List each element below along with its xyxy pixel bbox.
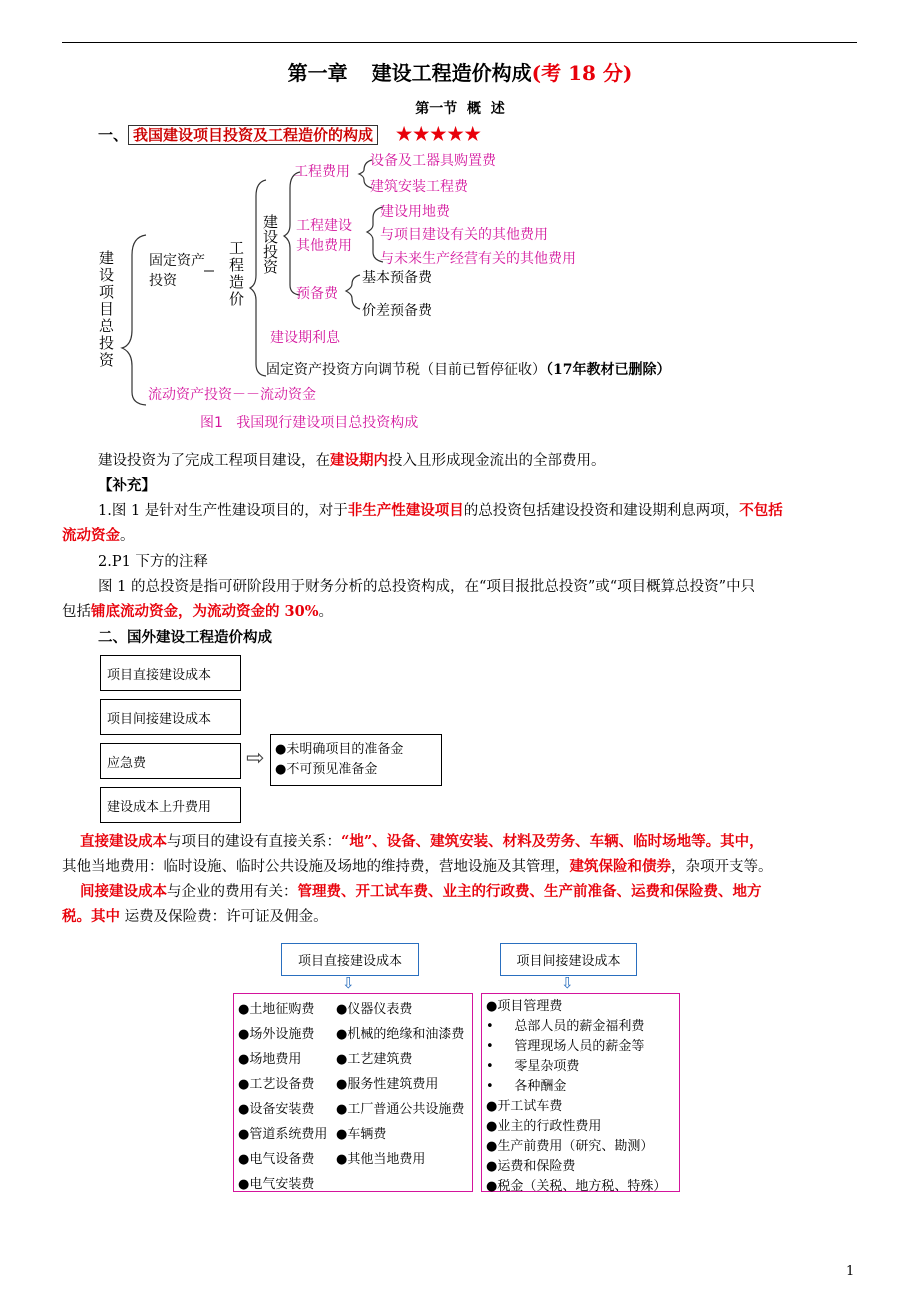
para2-highlight-3: 流动资金 bbox=[62, 527, 120, 544]
list-item: ●仪器仪表费 bbox=[336, 1002, 413, 1017]
list-item: • 零星杂项费 bbox=[486, 1059, 580, 1074]
box-cost-escalation: 建设成本上升费用 bbox=[100, 787, 241, 823]
para6-text-1: 与企业的费用有关： bbox=[167, 884, 298, 900]
interest-label: 建设期利息 bbox=[270, 330, 340, 346]
future-fee-label: 与未来生产经营有关的其他费用 bbox=[380, 251, 576, 267]
tax-text: 固定资产投资方向调节税（目前已暂停征收） bbox=[266, 362, 546, 378]
direct-cost-header: 项目直接建设成本 bbox=[281, 943, 419, 976]
para1-pre: 建设投资为了完成工程项目建设，在 bbox=[98, 453, 330, 469]
tax-label bbox=[266, 359, 670, 379]
contingency-item: ●未明确项目的准备金 bbox=[275, 742, 404, 757]
list-item: ●工厂普通公共设施费 bbox=[336, 1102, 465, 1117]
list-item: ●开工试车费 bbox=[486, 1099, 563, 1114]
list-item: ●管道系统费用 bbox=[238, 1127, 328, 1142]
para-note-2: 2.P1 下方的注释 bbox=[98, 554, 208, 570]
para-note-3: 图 1 的总投资是指可研阶段用于财务分析的总投资构成，在“项目报批总投资”或“项目概算总投资”中只 bbox=[98, 579, 756, 595]
supplement-label: 【补充】 bbox=[98, 477, 156, 494]
para2-highlight-2: 不包括 bbox=[739, 502, 783, 519]
para1-highlight: 建设期内 bbox=[330, 452, 388, 469]
para5-highlight-2: “地”、设备、建筑安装、材料及劳务、车辆、临时场地等。其中， bbox=[341, 833, 764, 850]
para-indirect-cost bbox=[80, 880, 762, 904]
list-item: ●土地征购费 bbox=[238, 1002, 315, 1017]
para-indirect-cost-cont bbox=[62, 905, 328, 929]
list-item: ●其他当地费用 bbox=[336, 1152, 426, 1167]
list-item: ●车辆费 bbox=[336, 1127, 387, 1142]
equip-fee-label: 设备及工器具购置费 bbox=[370, 153, 496, 169]
list-item: ●电气安装费 bbox=[238, 1177, 315, 1192]
para5-text-1: 与项目的建设有直接关系： bbox=[167, 834, 341, 850]
list-item: ●场外设施费 bbox=[238, 1027, 315, 1042]
other-fee-label-2: 其他费用 bbox=[296, 238, 352, 254]
box-contingency: 应急费 bbox=[100, 743, 241, 779]
right-arrow-icon: ⇨ bbox=[246, 746, 265, 771]
build-invest-label: 建设投资 bbox=[261, 214, 279, 274]
list-item: ●项目管理费 bbox=[486, 999, 563, 1014]
section-1-number: 一、 bbox=[98, 126, 129, 144]
para-build-invest bbox=[98, 449, 606, 473]
project-cost-label: 工程造价 bbox=[227, 240, 245, 308]
list-item: • 各种酬金 bbox=[486, 1079, 567, 1094]
price-reserve-label: 价差预备费 bbox=[362, 303, 432, 319]
section-1-heading-text: 我国建设项目投资及工程造价的构成 bbox=[128, 125, 378, 145]
para4-highlight: 铺底流动资金，为流动资金的 30% bbox=[91, 603, 319, 620]
para5-highlight-3: 建筑保险和债券 bbox=[569, 858, 671, 875]
para6-highlight-2: 管理费、开工试车费、业主的行政费、生产前准备、运费和保险费、地方 bbox=[297, 883, 762, 900]
tax-note: （17年教材已删除） bbox=[546, 362, 671, 378]
down-arrow-icon: ⇩ bbox=[561, 974, 574, 992]
list-item: ●电气设备费 bbox=[238, 1152, 315, 1167]
indirect-cost-header: 项目间接建设成本 bbox=[500, 943, 637, 976]
chapter-label: 第一章 bbox=[287, 61, 348, 85]
box-direct-cost: 项目直接建设成本 bbox=[100, 655, 241, 691]
page-number: 1 bbox=[846, 1264, 855, 1279]
para-direct-cost-cont bbox=[62, 855, 773, 879]
land-fee-label: 建设用地费 bbox=[380, 204, 450, 220]
para-note-1 bbox=[98, 499, 868, 523]
list-item: ●工艺设备费 bbox=[238, 1077, 315, 1092]
other-fee-label-1: 工程建设 bbox=[296, 218, 352, 234]
para5-text-2: 其他当地费用：临时设施、临时公共设施及场地的维持费，营地设施及其管理， bbox=[62, 859, 570, 875]
star-rating: ★★★★★ bbox=[396, 124, 482, 145]
para6-text-2: 运费及保险费：许可证及佣金。 bbox=[120, 909, 328, 925]
para1-post: 投入且形成现金流出的全部费用。 bbox=[388, 453, 606, 469]
current-asset-label: 流动资产投资－－流动资金 bbox=[148, 387, 316, 403]
list-item: ●业主的行政性费用 bbox=[486, 1119, 602, 1134]
section-title: 第一节 概 述 bbox=[415, 101, 505, 117]
chapter-score: (考 18 分) bbox=[531, 61, 633, 85]
contingency-items-box bbox=[270, 734, 442, 786]
para6-highlight-3: 税。其中 bbox=[62, 908, 120, 925]
contingency-item: ●不可预见准备金 bbox=[275, 762, 378, 777]
list-item: ●税金（关税、地方税、特殊） bbox=[486, 1179, 667, 1194]
investment-structure-diagram bbox=[0, 0, 920, 440]
para2-mid: 的总投资包括建设投资和建设期利息两项， bbox=[463, 503, 740, 519]
para2-highlight-1: 非生产性建设项目 bbox=[347, 502, 464, 519]
para-note-3-cont bbox=[62, 600, 333, 624]
bracket-root bbox=[122, 235, 146, 405]
list-item: ●场地费用 bbox=[238, 1052, 302, 1067]
para6-highlight-1: 间接建设成本 bbox=[80, 883, 167, 900]
para2-end: 。 bbox=[120, 528, 135, 544]
root-label: 建设项目总投资 bbox=[97, 250, 115, 369]
down-arrow-icon: ⇩ bbox=[342, 974, 355, 992]
list-item: ●工艺建筑费 bbox=[336, 1052, 413, 1067]
para5-highlight-1: 直接建设成本 bbox=[80, 833, 167, 850]
para4-end: 。 bbox=[318, 604, 334, 620]
reserve-label: 预备费 bbox=[296, 286, 338, 302]
list-item: ●服务性建筑费用 bbox=[336, 1077, 439, 1092]
para2-pre: 1.图 1 是针对生产性建设项目的，对于 bbox=[98, 503, 348, 519]
list-item: ●生产前费用（研究、勘测） bbox=[486, 1139, 654, 1154]
list-item: • 管理现场人员的薪金等 bbox=[486, 1039, 645, 1054]
para-direct-cost bbox=[80, 830, 764, 854]
bracket-cost bbox=[250, 180, 266, 376]
fixed-asset-label: 固定资产投资 bbox=[149, 253, 205, 289]
list-item: ●设备安装费 bbox=[238, 1102, 315, 1117]
bracket-reserve bbox=[346, 275, 360, 309]
project-other-fee-label: 与项目建设有关的其他费用 bbox=[380, 227, 548, 243]
list-item: ●运费和保险费 bbox=[486, 1159, 576, 1174]
direct-cost-list bbox=[233, 993, 473, 1192]
para-note-1-cont bbox=[62, 524, 135, 548]
indirect-cost-list bbox=[481, 993, 680, 1192]
box-indirect-cost: 项目间接建设成本 bbox=[100, 699, 241, 735]
para4-pre: 包括 bbox=[62, 604, 91, 620]
list-item: • 总部人员的薪金福利费 bbox=[486, 1019, 645, 1034]
chapter-name: 建设工程造价构成 bbox=[371, 61, 532, 85]
list-item: ●机械的绝缘和油漆费 bbox=[336, 1027, 465, 1042]
figure-caption: 图1 我国现行建设项目总投资构成 bbox=[200, 415, 419, 431]
basic-reserve-label: 基本预备费 bbox=[362, 270, 432, 286]
install-fee-label: 建筑安装工程费 bbox=[370, 179, 468, 195]
eng-fee-label: 工程费用 bbox=[294, 164, 350, 180]
para5-text-3: ，杂项开支等。 bbox=[671, 859, 773, 875]
section-2-heading: 二、国外建设工程造价构成 bbox=[98, 629, 272, 646]
